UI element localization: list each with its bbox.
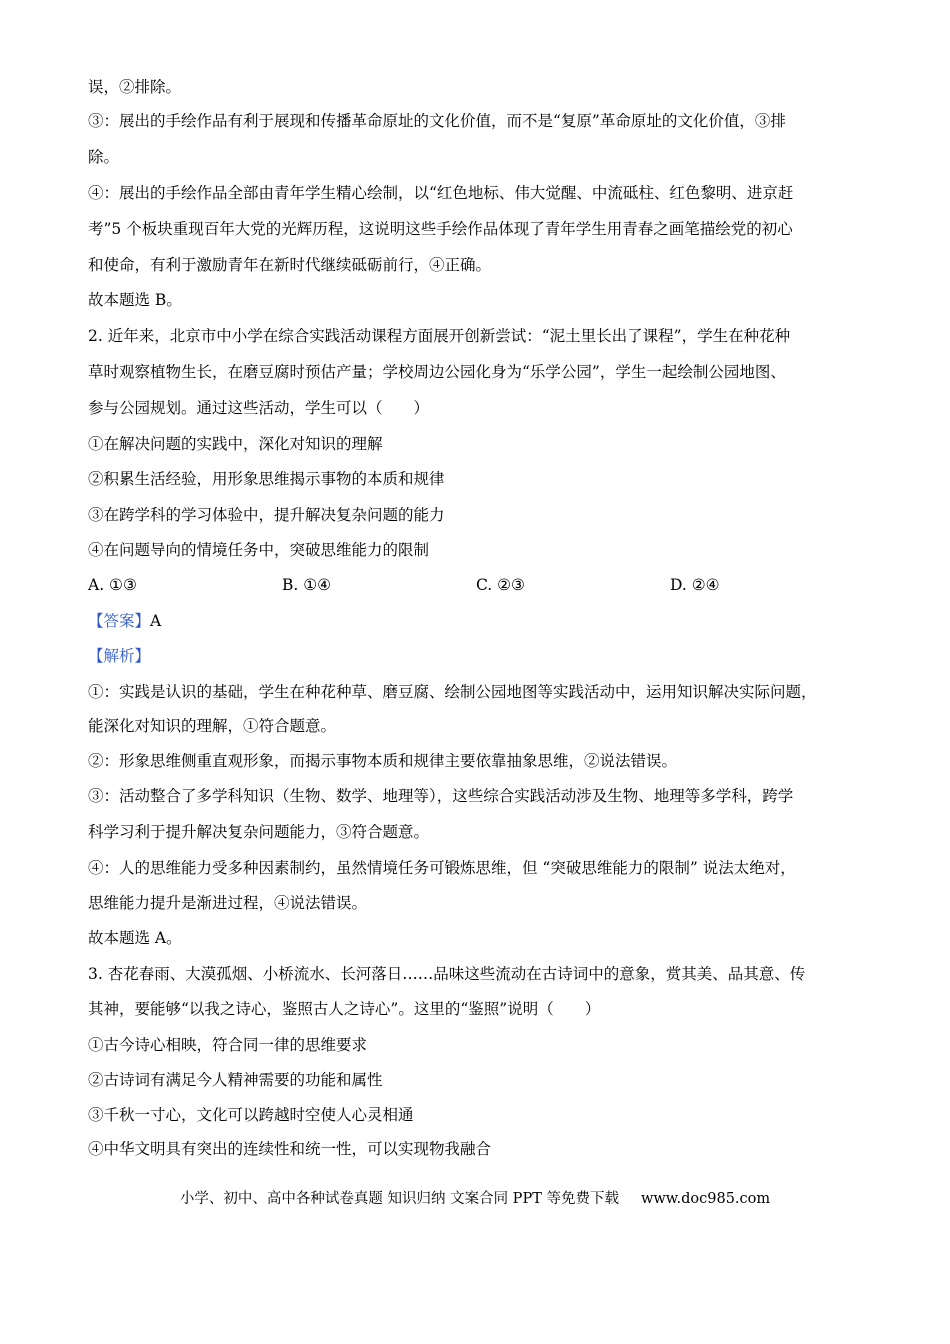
question-3-statement: ④中华文明具有突出的连续性和统一性，可以实现物我融合	[88, 1140, 492, 1158]
option-c: C. ②③	[476, 576, 525, 594]
answer-tag: 【答案】	[88, 612, 151, 630]
question-3-stem: 其神，要能够“以我之诗心，鉴照古人之诗心”。这里的“鉴照”说明（ ）	[88, 1000, 601, 1018]
option-d: D. ②④	[670, 576, 720, 594]
answer-line	[88, 611, 864, 631]
text-line: 误，②排除。	[88, 78, 182, 96]
analysis-line: 故本题选 A。	[88, 929, 182, 947]
page-footer	[0, 1189, 950, 1209]
analysis-line: ②：形象思维侧重直观形象，而揭示事物本质和规律主要依靠抽象思维，②说法错误。	[88, 752, 678, 770]
analysis-line: 思维能力提升是渐进过程，④说法错误。	[88, 894, 368, 912]
option-a: A. ①③	[88, 576, 137, 594]
footer-site-link[interactable]: www.doc985.com	[640, 1191, 771, 1207]
question-2-stem: 参与公园规划。通过这些活动，学生可以（ ）	[88, 399, 430, 417]
analysis-tag: 【解析】	[88, 647, 151, 665]
text-line: 考”5 个板块重现百年大党的光辉历程，这说明这些手绘作品体现了青年学生用青春之画笔描绘党的初心	[88, 220, 793, 238]
question-2-statement: ④在问题导向的情境任务中，突破思维能力的限制	[88, 541, 430, 559]
question-2-statement: ②积累生活经验，用形象思维揭示事物的本质和规律	[88, 470, 445, 488]
analysis-line: ④：人的思维能力受多种因素制约，虽然情境任务可锻炼思维，但 “突破思维能力的限制” 说法太绝对，	[88, 859, 796, 877]
analysis-line: 能深化对知识的理解，①符合题意。	[88, 717, 337, 735]
question-3-stem: 3. 杏花春雨、大漠孤烟、小桥流水、长河落日……品味这些流动在古诗词中的意象，赏其美、品其意、传	[88, 965, 806, 983]
footer-text: 小学、初中、高中各种试卷真题 知识归纳 文案合同 PPT 等免费下载	[179, 1191, 619, 1207]
text-line: ④：展出的手绘作品全部由青年学生精心绘制，以“红色地标、伟大觉醒、中流砥柱、红色黎明、进京赶	[88, 184, 794, 202]
text-line: ③：展出的手绘作品有利于展现和传播革命原址的文化价值，而不是“复原”革命原址的文化价值，③排	[88, 112, 786, 130]
analysis-line: ①：实践是认识的基础，学生在种花种草、磨豆腐、绘制公园地图等实践活动中，运用知识解决实际问题，	[88, 683, 817, 701]
analysis-line: ③：活动整合了多学科知识（生物、数学、地理等），这些综合实践活动涉及生物、地理等多学科，跨学	[88, 787, 794, 805]
question-3-statement: ①古今诗心相映，符合同一律的思维要求	[88, 1036, 368, 1054]
question-2-statement: ①在解决问题的实践中，深化对知识的理解	[88, 435, 383, 453]
answer-value: A	[150, 612, 162, 630]
option-b: B. ①④	[282, 576, 332, 594]
question-2-stem: 2. 近年来，北京市中小学在综合实践活动课程方面展开创新尝试：“泥土里长出了课程”，学生在种花种	[88, 327, 791, 345]
question-2-statement: ③在跨学科的学习体验中，提升解决复杂问题的能力	[88, 506, 445, 524]
text-line: 和使命，有利于激励青年在新时代继续砥砺前行，④正确。	[88, 256, 492, 274]
question-2-stem: 草时观察植物生长，在磨豆腐时预估产量；学校周边公园化身为“乐学公园”，学生一起绘制公园地图、	[88, 363, 786, 381]
analysis-line: 科学习利于提升解决复杂问题能力，③符合题意。	[88, 823, 430, 841]
question-3-statement: ②古诗词有满足今人精神需要的功能和属性	[88, 1071, 383, 1089]
question-3-statement: ③千秋一寸心，文化可以跨越时空使人心灵相通	[88, 1106, 414, 1124]
text-line: 除。	[88, 148, 120, 166]
text-line: 故本题选 B。	[88, 291, 182, 309]
